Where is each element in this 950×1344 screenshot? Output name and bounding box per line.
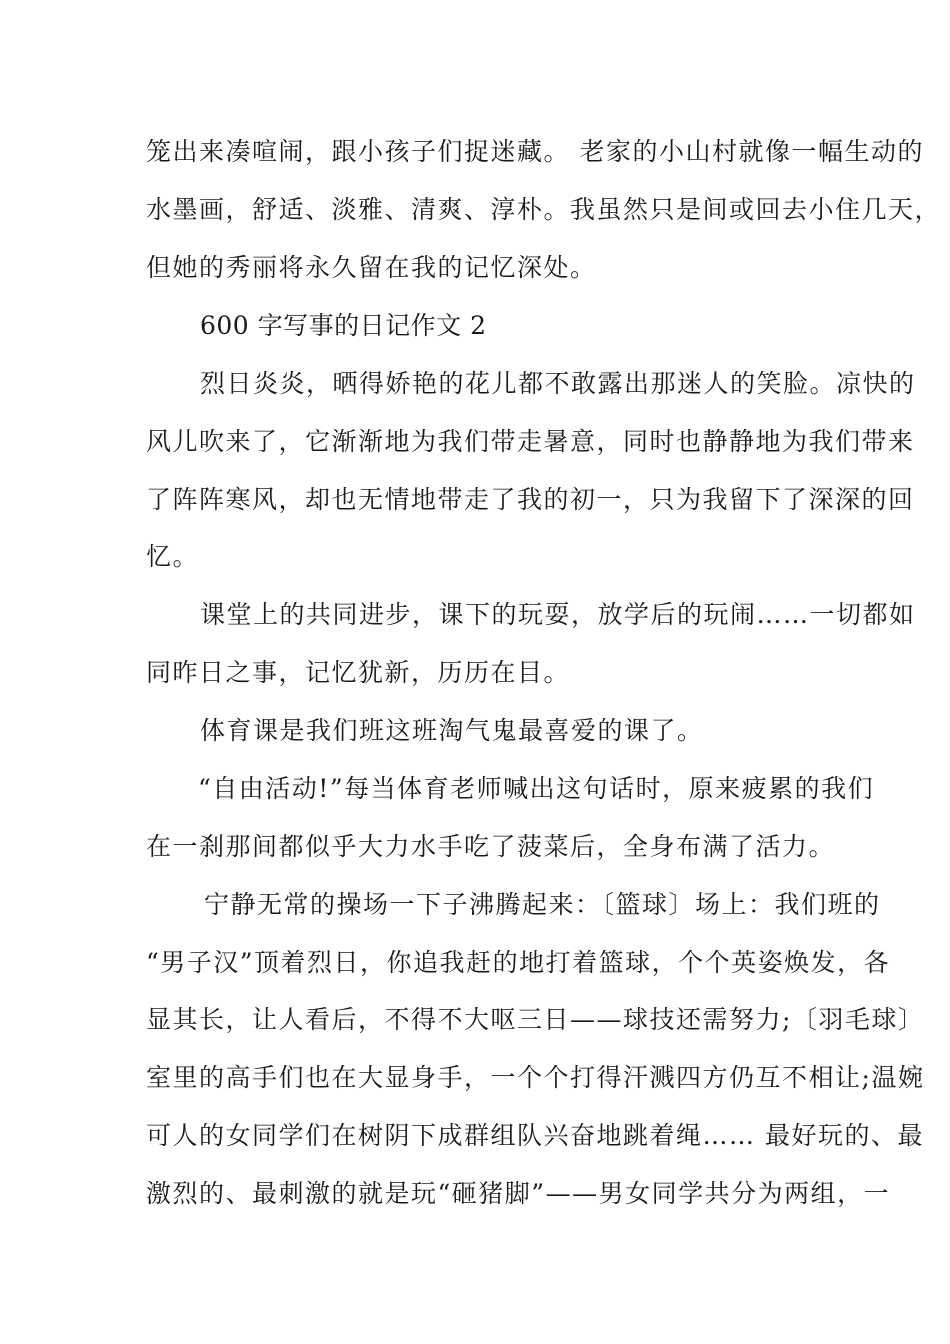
text-line: 但她的秀丽将永久留在我的记忆深处。 xyxy=(146,253,597,282)
text-line: 宁静无常的操场一下子沸腾起来：〔篮球〕场上：我们班的 xyxy=(204,890,881,919)
text-line: 室里的高手们也在大显身手，一个个打得汗溅四方仍互不相让;温婉 xyxy=(146,1063,925,1092)
text-line: 了阵阵寒风，却也无情地带走了我的初一，只为我留下了深深的回 xyxy=(146,485,915,514)
section-heading: 600 字写事的日记作文 2 xyxy=(200,311,487,340)
text-line: 忆。 xyxy=(146,542,200,571)
text-line: 烈日炎炎，晒得娇艳的花儿都不敢露出那迷人的笑脸。凉快的 xyxy=(200,369,916,398)
text-line: 风儿吹来了，它渐渐地为我们带走暑意，同时也静静地为我们带来 xyxy=(146,427,915,456)
text-line: 在一刹那间都似乎大力水手吃了菠菜后，全身布满了活力。 xyxy=(146,832,836,861)
text-line: 显其长，让人看后，不得不大呕三日——球技还需努力;〔羽毛球〕 xyxy=(146,1005,925,1034)
text-line: 体育课是我们班这班淘气鬼最喜爱的课了。 xyxy=(200,716,704,745)
text-line: “男子汉”顶着烈日，你追我赶的地打着篮球，个个英姿焕发，各 xyxy=(146,948,891,977)
text-line: 课堂上的共同进步，课下的玩耍，放学后的玩闹……一切都如 xyxy=(200,600,916,629)
text-line: 激烈的、最刺激的就是玩“砸猪脚”——男女同学共分为两组，一 xyxy=(146,1179,891,1208)
text-line: 同昨日之事，记忆犹新，历历在目。 xyxy=(146,658,571,687)
text-line: “自由活动!”每当体育老师喊出这句话时，原来疲累的我们 xyxy=(198,774,875,803)
text-line: 可人的女同学们在树阴下成群组队兴奋地跳着绳…… 最好玩的、最 xyxy=(146,1121,924,1150)
text-line: 水墨画，舒适、淡雅、清爽、淳朴。我虽然只是间或回去小住几天， xyxy=(146,195,942,224)
text-line: 笼出来凑喧闹，跟小孩子们捉迷藏。 老家的小山村就像一幅生动的 xyxy=(146,137,924,166)
